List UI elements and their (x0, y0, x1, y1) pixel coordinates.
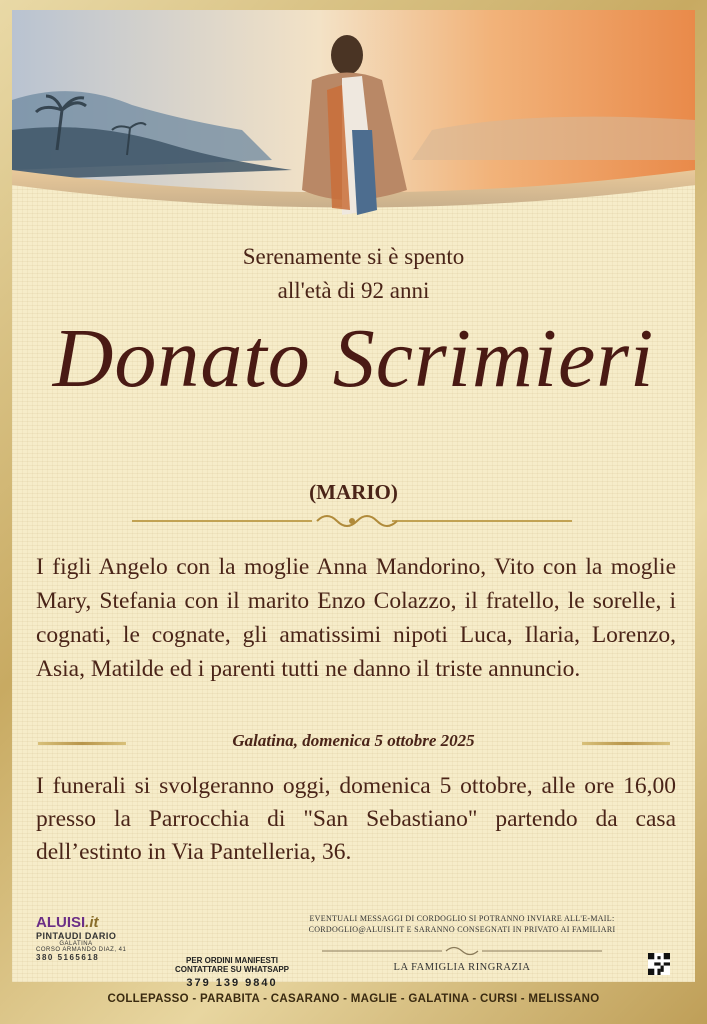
agency-phone: 380 5165618 (36, 953, 100, 962)
nickname: (MARIO) (309, 480, 398, 504)
orders-phone: 379 139 9840 (186, 977, 278, 989)
intro-line-1: Serenamente si è spento (242, 244, 465, 269)
condolence-line-1: EVENTUALI MESSAGGI DI CORDOGLIO SI POTRANNO INVIARE ALL'E-MAIL: (309, 914, 615, 923)
intro-text (12, 240, 695, 308)
funeral-details: I funerali si svolgeranno oggi, domenica 5 ottobre, alle ore 16,00 presso la Parrocchia di "San Sebastiano" partendo da casa dell’estinto in Via Pantelleria, 36. (36, 773, 676, 865)
qr-code-icon[interactable] (648, 953, 670, 975)
family-announcement: I figli Angelo con la moglie Anna Mandorino, Vito con la moglie Mary, Stefania con il marito Enzo Colazzo, il fratello, le sorelle, i cognati, le cognate, gli amatissimi nipoti Luca, Ilaria, Lorenzo, Asia, Matilde ed i parenti tutti ne danno il triste annuncio. (36, 554, 676, 682)
logo-suffix: .it (85, 914, 99, 931)
agency-city: GALATINA (59, 941, 93, 947)
deceased-name: Donato Scrimieri (52, 312, 655, 405)
agency-logo (36, 914, 146, 931)
date-text: Galatina, domenica 5 ottobre 2025 (232, 731, 475, 750)
date-rule-right (582, 742, 670, 745)
family-thanks: LA FAMIGLIA RINGRAZIA (393, 962, 531, 973)
orders-line-2: CONTATTARE SU WHATSAPP (174, 965, 290, 974)
logo-main: ALUISI (36, 914, 86, 931)
condolence-info (282, 913, 642, 935)
agency-name: PINTAUDI DARIO (36, 931, 117, 941)
condolence-line-2: CORDOGLIO@ALUISI.IT E SARANNO CONSEGNATI IN PRIVATO AI FAMILIARI (308, 925, 616, 934)
date-line (12, 731, 695, 757)
agency-address: CORSO ARMANDO DIAZ, 41 (36, 947, 127, 953)
towns-bar: COLLEPASSO - PARABITA - CASARANO - MAGLIE - GALATINA - CURSI - MELISSANO (107, 993, 600, 1005)
thanks-ornament (322, 944, 602, 958)
agency-block (36, 914, 146, 962)
announcement-card (12, 10, 695, 989)
ornament-divider (132, 510, 572, 532)
intro-line-2: all'età di 92 anni (277, 278, 430, 303)
orders-line-1: PER ORDINI MANIFESTI (185, 956, 278, 965)
hero-illustration (12, 10, 695, 220)
